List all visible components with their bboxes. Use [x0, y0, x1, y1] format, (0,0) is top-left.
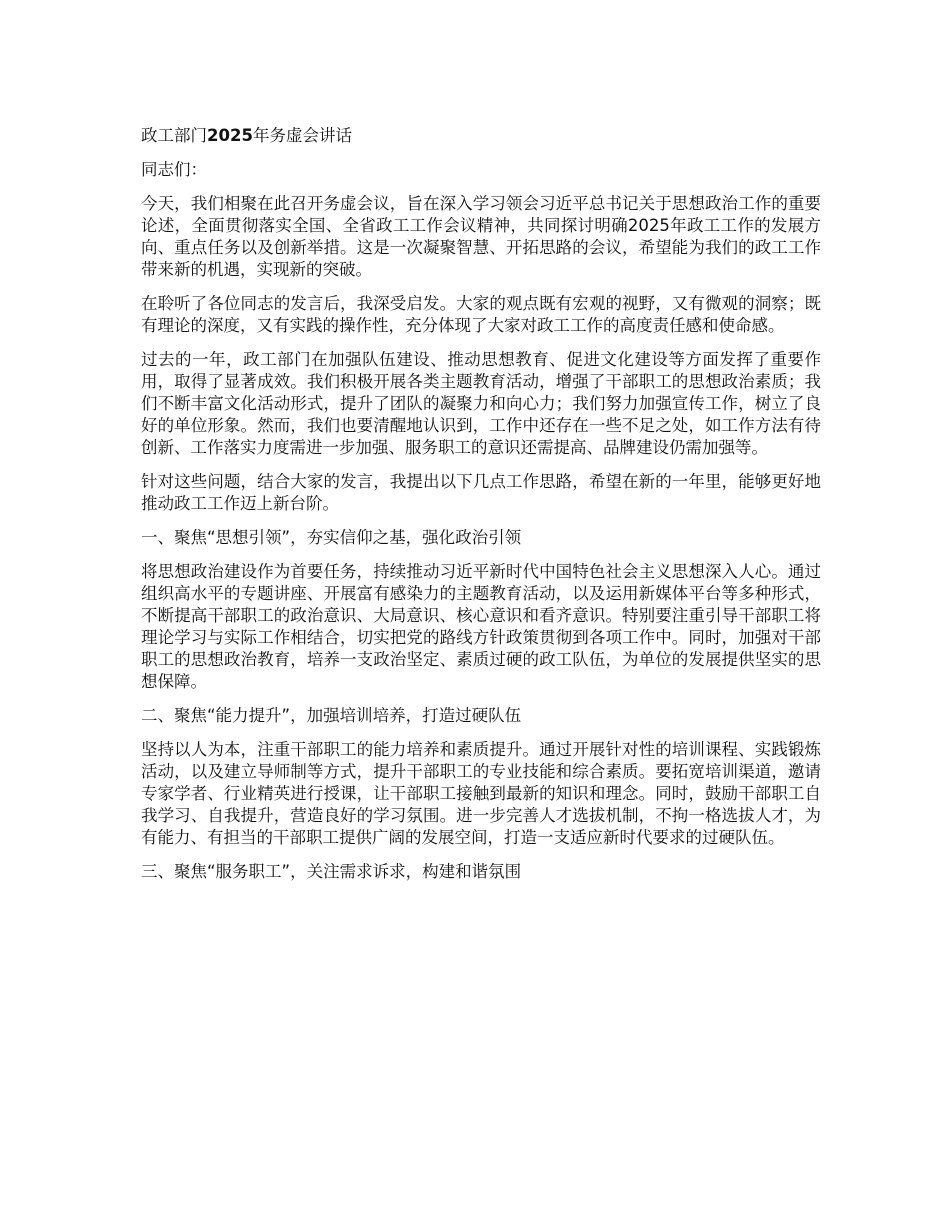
section-2-heading: 二、聚焦“能力提升”，加强培训培养，打造过硬队伍 — [141, 706, 522, 725]
title-suffix: 年务虚会讲话 — [252, 126, 352, 145]
document-title — [141, 125, 821, 147]
section-3-heading: 三、聚焦“服务职工”，关注需求诉求，构建和谐氛围 — [141, 862, 522, 881]
title-year: 2025 — [207, 126, 253, 145]
document-page — [141, 125, 821, 895]
paragraph-inspiration: 在聆听了各位同志的发言后，我深受启发。大家的观点既有宏观的视野，又有微观的洞察；既有理论的深度，又有实践的操作性，充分体现了大家对政工工作的高度责任感和使命感。 — [141, 294, 821, 335]
paragraph-review: 过去的一年，政工部门在加强队伍建设、推动思想教育、促进文化建设等方面发挥了重要作用，取得了显著成效。我们积极开展各类主题教育活动，增强了干部职工的思想政治素质；我们不断丰富文化活动形式，提升了团队的凝聚力和向心力；我们努力加强宣传工作，树立了良好的单位形象。然而，我们也要清醒地认识到，工作中还存在一些不足之处，如工作方法有待创新、工作落实力度需进一步加强、服务职工的意识还需提高、品牌建设仍需加强等。 — [141, 350, 821, 457]
section-1-heading: 一、聚焦“思想引领”，夯实信仰之基，强化政治引领 — [141, 528, 522, 547]
section-1-body: 将思想政治建设作为首要任务，持续推动习近平新时代中国特色社会主义思想深入人心。通过组织高水平的专题讲座、开展富有感染力的主题教育活动，以及运用新媒体平台等多种形式，不断提高干部职工的政治意识、大局意识、核心意识和看齐意识。特别要注重引导干部职工将理论学习与实际工作相结合，切实把党的路线方针政策贯彻到各项工作中。同时，加强对干部职工的思想政治教育，培养一支政治坚定、素质过硬的政工队伍，为单位的发展提供坚实的思想保障。 — [141, 562, 821, 691]
title-prefix: 政工部门 — [141, 126, 207, 145]
paragraph-opening: 今天，我们相聚在此召开务虚会议，旨在深入学习领会习近平总书记关于思想政治工作的重要论述，全面贯彻落实全国、全省政工工作会议精神，共同探讨明确2025年政工工作的发展方向、重点任务以及创新举措。这是一次凝聚智慧、开拓思路的会议，希望能为我们的政工工作带来新的机遇，实现新的突破。 — [141, 194, 821, 279]
section-2-body: 坚持以人为本，注重干部职工的能力培养和素质提升。通过开展针对性的培训课程、实践锻炼活动，以及建立导师制等方式，提升干部职工的专业技能和综合素质。要拓宽培训渠道，邀请专家学者、行业精英进行授课，让干部职工接触到最新的知识和理念。同时，鼓励干部职工自我学习、自我提升，营造良好的学习氛围。进一步完善人才选拔机制，不拘一格选拔人才，为有能力、有担当的干部职工提供广阔的发展空间，打造一支适应新时代要求的过硬队伍。 — [141, 740, 821, 847]
paragraph-ideas: 针对这些问题，结合大家的发言，我提出以下几点工作思路，希望在新的一年里，能够更好地推动政工工作迈上新台阶。 — [141, 472, 821, 513]
salutation: 同志们： — [141, 160, 207, 179]
